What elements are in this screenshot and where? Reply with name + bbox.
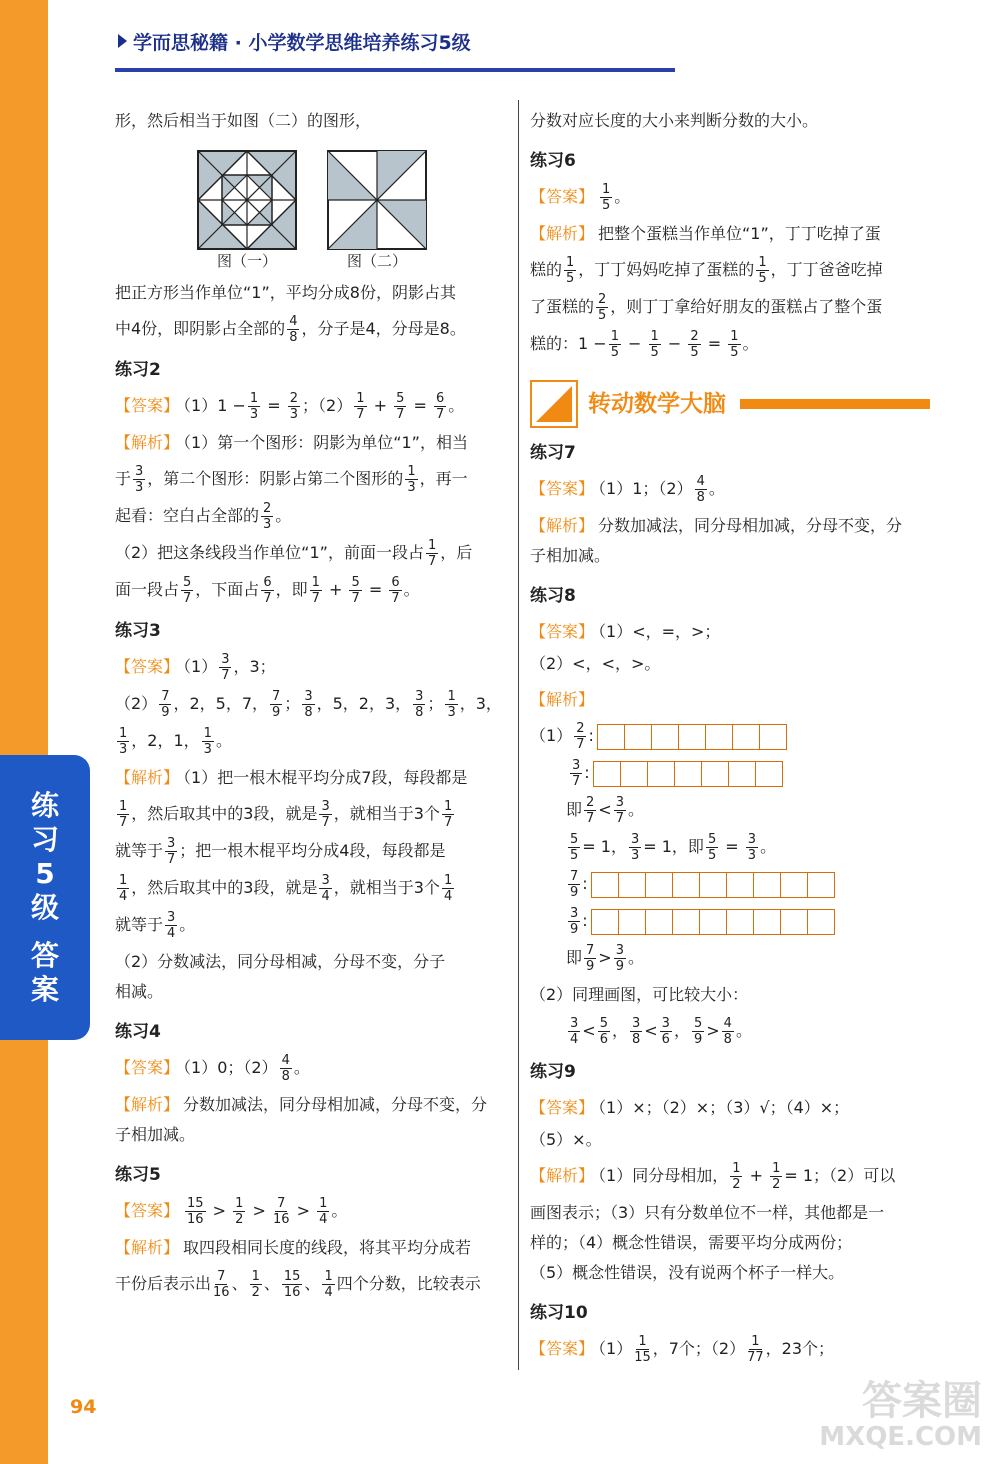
figure-one-caption: 图（一） [216,252,277,270]
bar-row: $\frac{3}{9}$ : [566,906,930,937]
exercise-9-answer: 【答案】 （1）×；（2）×；（3）√；（4）×； [530,1098,850,1117]
exercise-2-analysis: 于 $\frac{3}{3}$ ，第二个图形：阴影占第二个图形的 $\frac{1}{3}$ ，再一 [115,464,468,495]
exercise-3-analysis: （2）分数减法，同分母相减，分母不变，分子 [115,952,446,971]
intro-line: 形，然后相当于如图（二）的图形， [115,111,372,130]
bar-row: （1） $\frac{2}{7}$ : [530,721,930,752]
comparison-line: $\frac{5}{5}$ = 1， $\frac{3}{3}$ = 1，即 $\frac{5}{5}$ = $\frac{3}{3}$ 。 [570,832,777,863]
exercise-3-analysis: 【解析】 （1）把一根木棍平均分成7段，每段都是 [115,768,468,787]
side-tab-char: 案 [30,972,59,1006]
exercise-7-heading: 练习7 [530,443,576,463]
exercise-3-analysis: $\frac{1}{7}$ ，然后取其中的3段，就是 $\frac{3}{7}$ ，就相当于3个 $\frac{1}{7}$ [119,799,453,830]
exercise-4-analysis: 【解析】 分数加减法，同分母相加减，分母不变，分 [115,1095,488,1114]
exercise-9-answer: （5）×。 [530,1130,602,1149]
right-column [530,100,930,1371]
exercise-9-analysis: 画图表示；（3）只有分数单位不一样，其他都是一 [530,1203,885,1222]
header-rule [115,68,675,72]
exercise-6-answer: 【答案】 $\frac{1}{5}$ 。 [530,182,631,213]
side-tab-char: 5 [35,856,55,890]
page-header [118,28,471,55]
exercise-3-analysis: 就等于 $\frac{3}{7}$ ；把一根木棍平均分成4段，每段都是 [115,836,446,867]
exercise-10-heading: 练习10 [530,1303,588,1323]
exercise-2-heading: 练习2 [115,360,161,380]
left-column [115,100,513,1306]
paragraph: 中4份，即阴影占全部的 $\frac{4}{8}$ ，分子是4，分母是8。 [115,314,466,345]
exercise-6-analysis: 糕的：1 − $\frac{1}{5}$ − $\frac{1}{5}$ − $\frac{2}{5}$ = $\frac{1}{5}$ 。 [530,329,759,360]
side-tab [0,755,90,1040]
side-tab-char: 级 [30,890,59,924]
exercise-4-heading: 练习4 [115,1022,161,1042]
section-banner [530,380,930,428]
exercise-3-analysis: 就等于 $\frac{3}{4}$ 。 [115,910,196,941]
comparison-line: 即 $\frac{2}{7}$ < $\frac{3}{7}$ 。 [566,795,644,826]
figure-two-caption: 图（二） [346,252,407,270]
exercise-2-analysis: （2）把这条线段当作单位“1”，前面一段占 $\frac{1}{7}$ ，后 [115,538,473,569]
section-bar [740,399,930,409]
exercise-5-analysis: 【解析】 取四段相同长度的线段，将其平均分成若 [115,1238,472,1257]
exercise-2-analysis: 面一段占 $\frac{5}{7}$ ，下面占 $\frac{6}{7}$ ，即 $\frac{1}{7}$ + $\frac{5}{7}$ = $\frac{6}{7}$ 。 [115,575,420,606]
watermark [819,1380,982,1452]
seven-part-bar [598,724,787,750]
side-tab-char: 练 [30,788,59,822]
figures [197,150,513,272]
exercise-5-answer: 【答案】 $\frac{15}{16}$ > $\frac{1}{2}$ > $\frac{7}{16}$ > $\frac{1}{4}$ 。 [115,1196,348,1227]
exercise-7-analysis: 子相加减。 [530,546,611,565]
exercise-7-answer: 【答案】 （1）1；（2） $\frac{4}{8}$ 。 [530,474,725,505]
figure-one [197,150,297,272]
exercise-3-analysis: 相减。 [115,982,164,1001]
bar-row: $\frac{7}{9}$ : [566,869,930,900]
exercise-3-answer: （2） $\frac{7}{9}$ ，2，5，7， $\frac{7}{9}$ ； $\frac{3}{8}$ ，5，2，3， $\frac{3}{8}$ ； $\frac{1}{3}$ ，3， [115,689,502,720]
exercise-9-analysis: 样的；（4）概念性错误，需要平均分成两份； [530,1233,853,1252]
exercise-5-heading: 练习5 [115,1165,161,1185]
figure-two-drawing [327,150,427,250]
nine-part-bar [592,872,835,898]
exercise-3-answer: $\frac{1}{3}$ ，2，1， $\frac{1}{3}$ 。 [119,726,232,757]
paragraph: 分数对应长度的大小来判断分数的大小。 [530,111,819,130]
bar-row: $\frac{3}{7}$ : [568,758,930,789]
exercise-9-analysis: （5）概念性错误，没有说两个杯子一样大。 [530,1263,845,1282]
exercise-6-analysis: 【解析】 把整个蛋糕当作单位“1”，丁丁吃掉了蛋 [530,224,881,243]
exercise-4-answer: 【答案】 （1）0；（2） $\frac{4}{8}$ 。 [115,1053,310,1084]
watermark-url: MXQE.COM [819,1422,982,1452]
figure-one-drawing [197,150,297,250]
exercise-3-analysis: $\frac{1}{4}$ ，然后取其中的3段，就是 $\frac{3}{4}$ ，就相当于3个 $\frac{1}{4}$ [119,873,453,904]
exercise-2-analysis: 【解析】 （1）第一个图形：阴影为单位“1”，相当 [115,433,468,452]
exercise-3-heading: 练习3 [115,621,161,641]
paragraph: 把正方形当作单位“1”，平均分成8份，阴影占其 [115,283,456,302]
exercise-6-analysis: 糕的 $\frac{1}{5}$ ，丁丁妈妈吃掉了蛋糕的 $\frac{1}{5}$ ，丁丁爸爸吃掉 [530,255,883,286]
side-tab-char: 习 [30,822,59,856]
exercise-8-answer: 【答案】 （1）<，=，>； [530,622,721,641]
column-divider [518,100,519,1370]
orange-side-strip [0,0,48,1464]
triangle-square-icon [530,380,578,428]
watermark-text: 答案圈 [862,1378,982,1424]
exercise-6-heading: 练习6 [530,151,576,171]
exercise-3-answer: 【答案】 （1） $\frac{3}{7}$ ，3； [115,652,276,683]
paragraph: （2）同理画图，可比较大小： [530,985,749,1004]
exercise-8-heading: 练习8 [530,586,576,606]
exercise-8-analysis-tag: 【解析】 [530,690,595,709]
figure-two [327,150,427,272]
page-number: 94 [70,1396,97,1418]
exercise-9-heading: 练习9 [530,1062,576,1082]
exercise-9-analysis: 【解析】 （1）同分母相加， $\frac{1}{2}$ + $\frac{1}{2}$ = 1；（2）可以 [530,1161,896,1192]
exercise-10-answer: 【答案】 （1） $\frac{1}{15}$ ，7个；（2） $\frac{1}{77}$ ，23个； [530,1334,835,1365]
exercise-2-answer: 【答案】 （1）1 − $\frac{1}{3}$ = $\frac{2}{3}$ ；（2） $\frac{1}{7}$ + $\frac{5}{7}$ = $\frac{6}{7}$ 。 [115,391,465,422]
nine-part-bar [592,909,835,935]
exercise-6-analysis: 了蛋糕的 $\frac{2}{5}$ ，则丁丁拿给好朋友的蛋糕占了整个蛋 [530,292,883,323]
triangle-icon [118,34,127,48]
comparison-line: $\frac{3}{4}$ < $\frac{5}{6}$ ， $\frac{3}{8}$ < $\frac{3}{6}$ ， $\frac{5}{9}$ > $\frac{4}{8}$ 。 [570,1016,752,1047]
exercise-5-analysis: 干份后表示出 $\frac{7}{16}$ 、 $\frac{1}{2}$ 、 $\frac{15}{16}$ 、 $\frac{1}{4}$ 四个分数，比较表示 [115,1269,481,1300]
header-title: 学而思秘籍 · 小学数学思维培养练习5级 [133,32,471,54]
exercise-8-answer: （2）<，<，>。 [530,654,661,673]
seven-part-bar [594,761,783,787]
exercise-4-analysis: 子相加减。 [115,1125,196,1144]
section-title: 转动数学大脑 [588,391,726,417]
exercise-2-analysis: 起看：空白占全部的 $\frac{2}{3}$ 。 [115,501,292,532]
comparison-line: 即 $\frac{7}{9}$ > $\frac{3}{9}$ 。 [566,943,644,974]
exercise-7-analysis: 【解析】 分数加减法，同分母相加减，分母不变，分 [530,516,903,535]
side-tab-char: 答 [30,938,59,972]
